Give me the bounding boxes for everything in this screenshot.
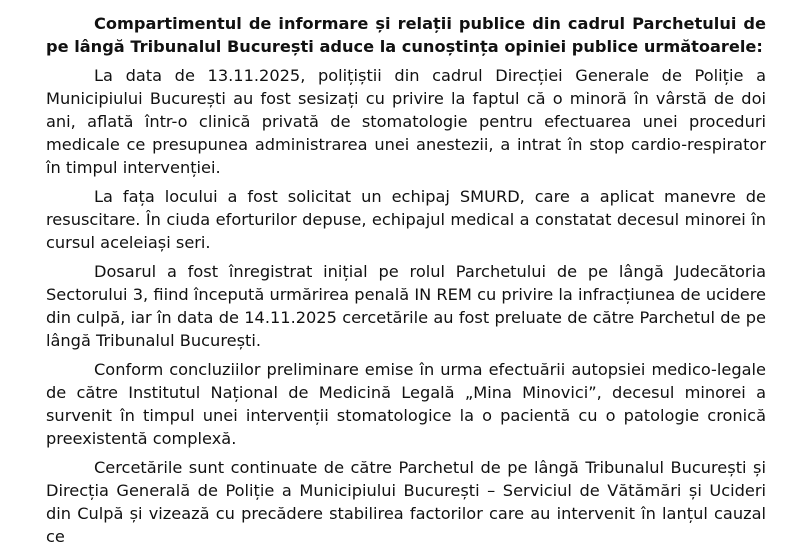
paragraph-investigation: Cercetările sunt continuate de către Parchetul de pe lângă Tribunalul București și Direcția Generală de Poliție a Municipiului București – Serviciul de Vătămări și Ucideri din Culpă și vizează cu precădere stabilirea factorilor care au intervenit în lanțul cauzal ce: [46, 458, 766, 546]
paragraph-incident: La data de 13.11.2025, polițiștii din cadrul Direcției Generale de Poliție a Municipiului București au fost sesizați cu privire la faptul că o minoră în vârstă de doi ani, aflată într-o clinică privată de stomatologie pentru efectuarea unei proceduri medicale ce presupunea administrarea unei anestezii, a intrat în stop cardio-respirator în timpul intervenției.: [46, 66, 766, 177]
document-heading: Compartimentul de informare și relații publice din cadrul Parchetului de pe lângă Tribunalul București aduce la cunoștința opiniei publice următoarele:: [46, 14, 766, 56]
paragraph-case-file: Dosarul a fost înregistrat inițial pe rolul Parchetului de pe lângă Judecătoria Sectorului 3, fiind începută urmărirea penală IN REM cu privire la infracțiunea de ucidere din culpă, iar în data de 14.11.2025 cercetările au fost preluate de către Parchetul de pe lângă Tribunalul București.: [46, 262, 766, 350]
paragraph-smurd: La fața locului a fost solicitat un echipaj SMURD, care a aplicat manevre de resuscitare. În ciuda eforturilor depuse, echipajul medical a constatat decesul minorei în cursul aceleiași seri.: [46, 187, 766, 252]
paragraph-autopsy: Conform concluziilor preliminare emise în urma efectuării autopsiei medico-legale de către Institutul Național de Medicină Legală „Mina Minovici”, decesul minorei a survenit în timpul unei intervenții stomatologice la o pacientă cu o patologie cronică preexistentă complexă.: [46, 360, 766, 448]
